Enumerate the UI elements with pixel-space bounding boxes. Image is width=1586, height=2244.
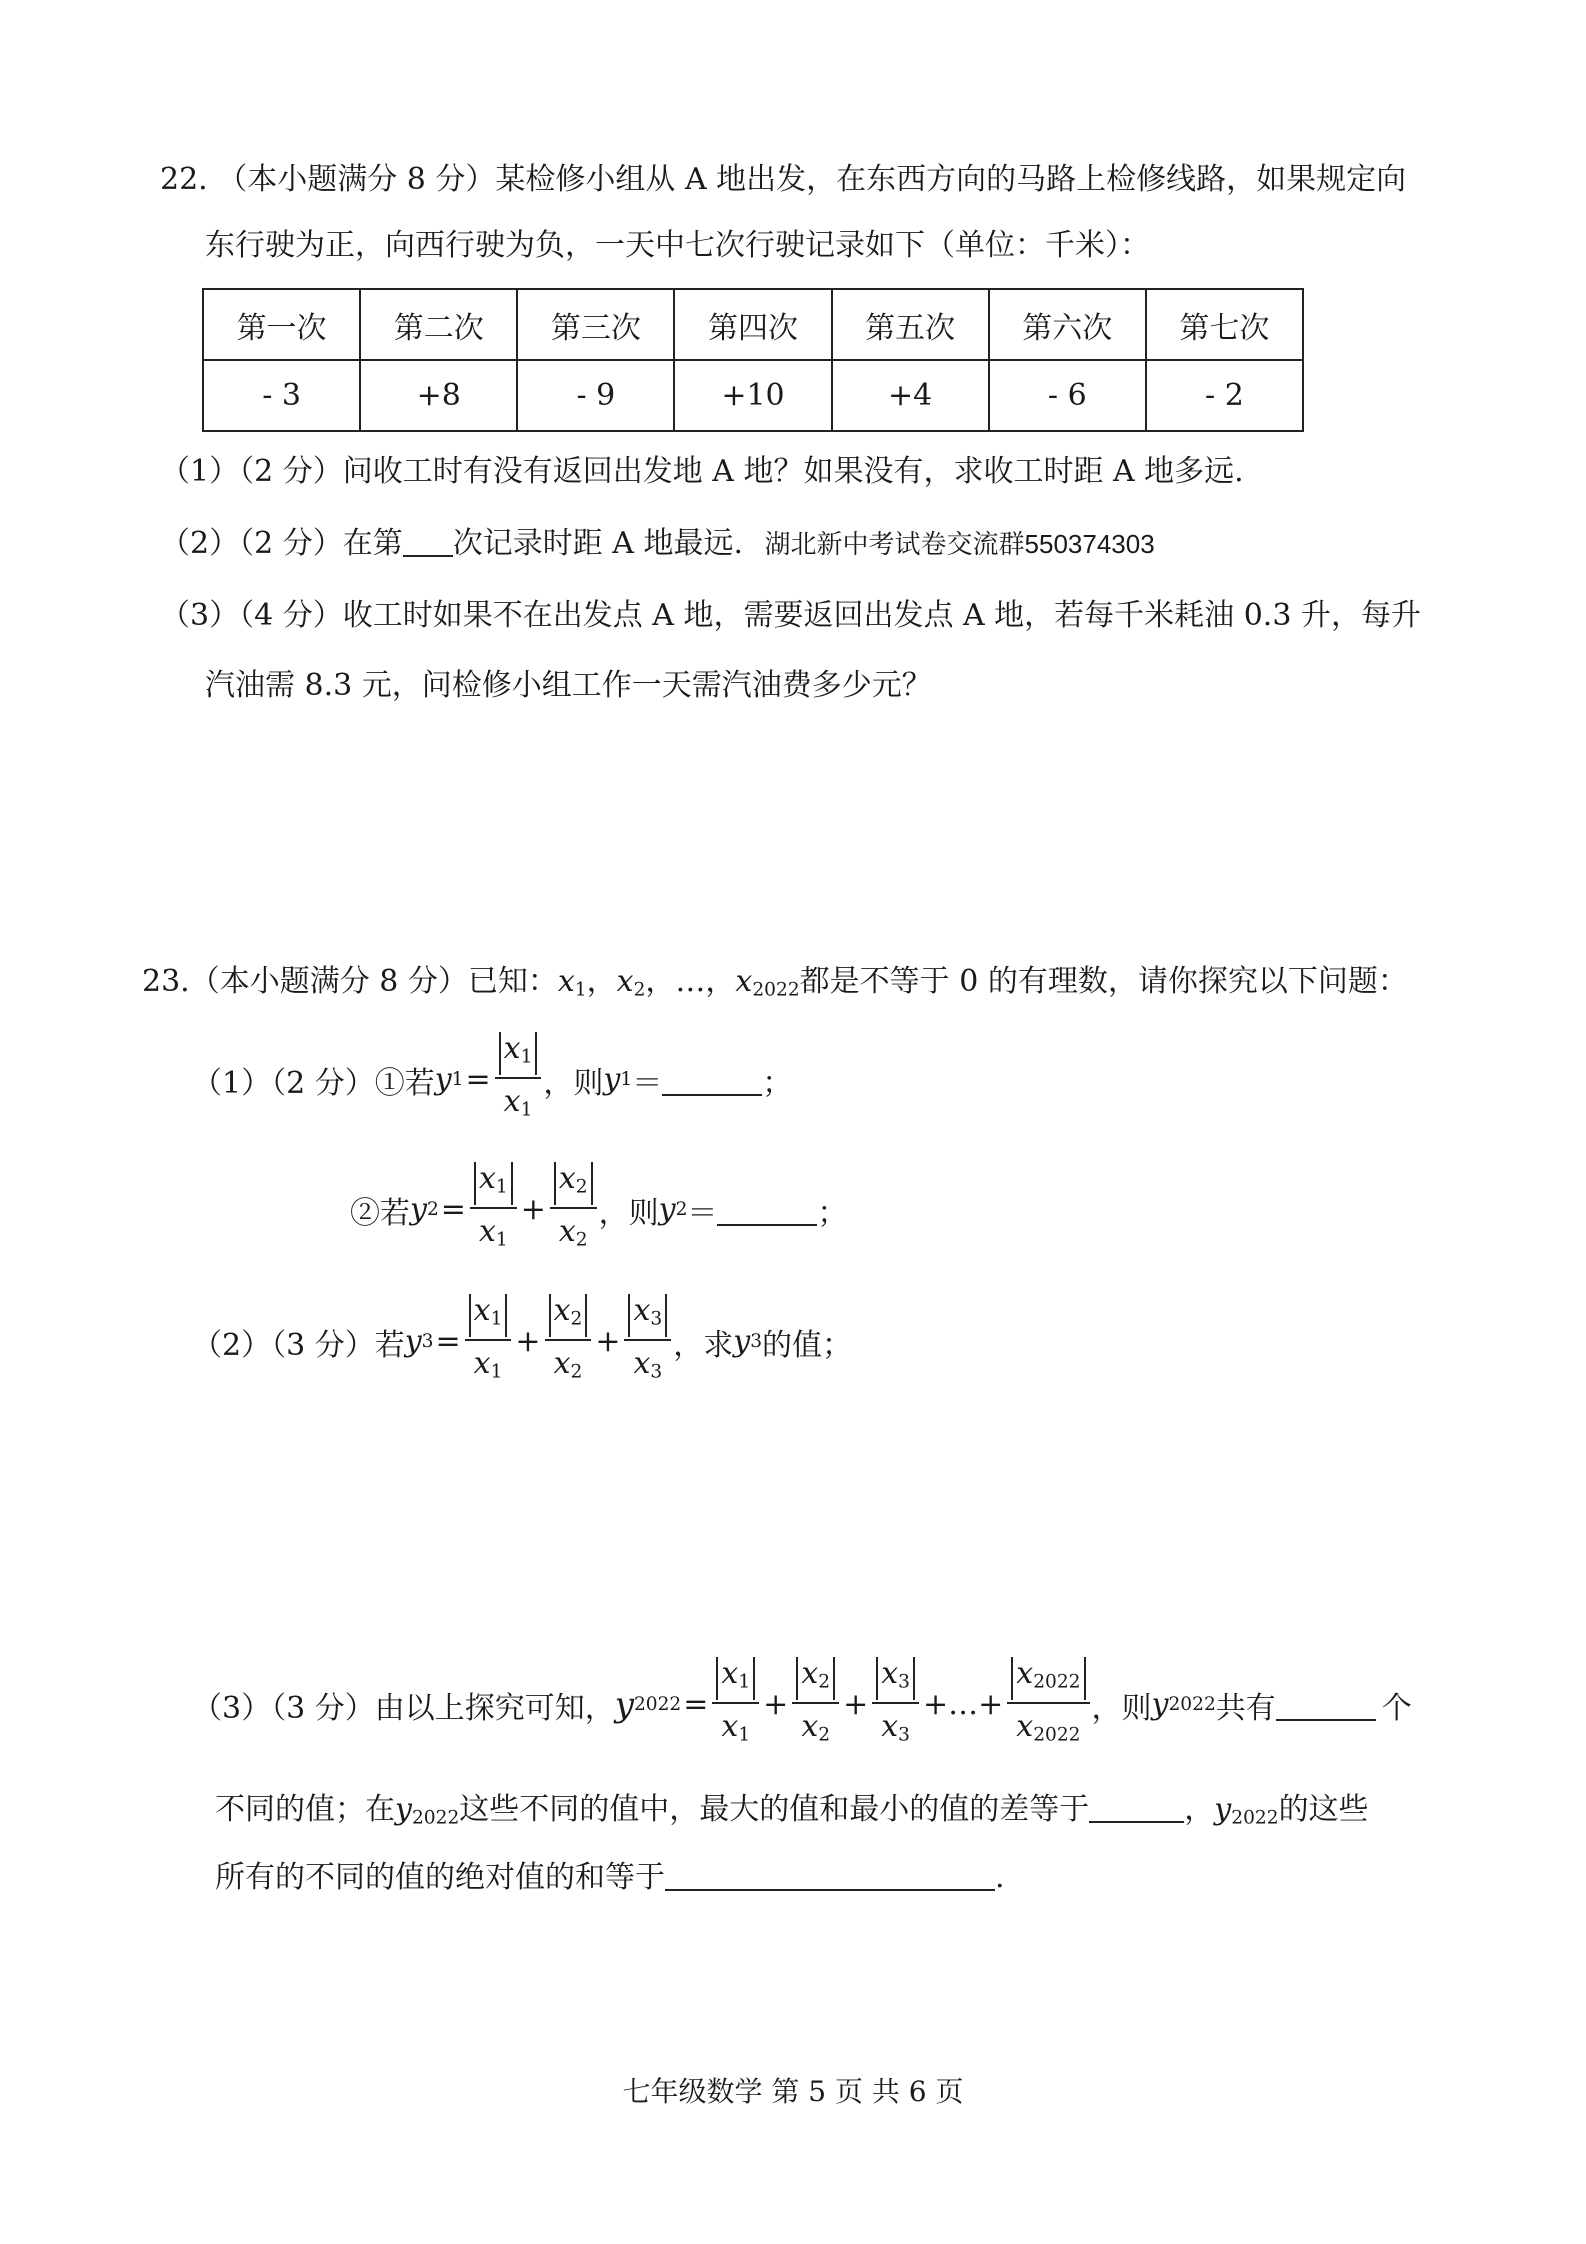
equals-sign: ＝ bbox=[687, 1195, 718, 1231]
fraction: $\frac{x_3}{x_3}$ bbox=[872, 1655, 919, 1754]
q23-part3-l2-mid: 这些不同的值中，最大的值和最小的值的差等于 bbox=[459, 1792, 1090, 1827]
table-header-row bbox=[203, 289, 1303, 360]
q23-intro-suffix: 都是不等于 0 的有理数，请你探究以下问题： bbox=[799, 964, 1408, 999]
table-cell: - 9 bbox=[517, 360, 674, 431]
answer-blank[interactable] bbox=[403, 525, 453, 557]
driving-record-table bbox=[202, 288, 1304, 432]
group-note: 湖北新中考试卷交流群550374303 bbox=[764, 529, 1155, 559]
q23-part2-end: 的值； bbox=[762, 1327, 853, 1363]
table-header-cell: 第二次 bbox=[360, 289, 517, 360]
q23-have: 共有 bbox=[1215, 1690, 1276, 1726]
q23-part1-label: （1）（2 分）①若 bbox=[192, 1065, 435, 1101]
table-header-cell: 第六次 bbox=[989, 289, 1146, 360]
q23-unit: 个 bbox=[1381, 1690, 1412, 1726]
q23-part3-l2-prefix: 不同的值；在 bbox=[215, 1792, 395, 1827]
table-row bbox=[203, 360, 1303, 431]
table-header-cell: 第五次 bbox=[832, 289, 989, 360]
answer-blank[interactable] bbox=[665, 1859, 995, 1891]
q23-then: ，则 bbox=[1091, 1690, 1152, 1726]
q23-part1b-label: ②若 bbox=[350, 1195, 410, 1231]
q23-intro-prefix: 23.（本小题满分 8 分）已知： bbox=[142, 964, 558, 999]
table-header-cell: 第七次 bbox=[1146, 289, 1303, 360]
q23-part1-formula1: （1）（2 分）①若 y 1 = $\frac{x_1}{x_1}$ ，则 y 1 ＝ ； bbox=[192, 1030, 792, 1129]
fraction: $\frac{x_2}{x_2}$ bbox=[550, 1160, 597, 1259]
page-footer: 七年级数学 第 5 页 共 6 页 bbox=[622, 2075, 964, 2108]
q23-part2-formula: （2）（3 分）若 y 3 = $\frac{x_1}{x_1}$ + $\frac{x_2}{x_2}$ + $\frac{x_3}{x_3}$ ，求 y 3 的值； bbox=[192, 1292, 852, 1391]
fraction: $\frac{x_1}{x_1}$ bbox=[712, 1655, 759, 1754]
q23-part3-formula: （3）（3 分）由以上探究可知， y 2022 = $\frac{x_1}{x_1}$ + $\frac{x_2}{x_2}$ + $\frac{x_3}{x_3}$ +…+ $\frac{x_{2022}}{x_{2022}}$ ，则 y 2022 共有 个 bbox=[192, 1655, 1412, 1754]
q23-part3-l2-suffix: 的这些 bbox=[1278, 1792, 1369, 1827]
q23-then: ，求 bbox=[673, 1327, 734, 1363]
comma: ， bbox=[1184, 1792, 1215, 1827]
q22-part1: （1）（2 分）问收工时有没有返回出发地 A 地？如果没有，求收工时距 A 地多远. bbox=[160, 454, 1244, 489]
q22-part2-prefix: （2）（2 分）在第 bbox=[160, 526, 403, 561]
q22-part3-line1: （3）（4 分）收工时如果不在出发点 A 地，需要返回出发点 A 地，若每千米耗油 0.3 升，每升 bbox=[160, 598, 1421, 633]
q23-part3-line3 bbox=[215, 1858, 1005, 1898]
table-cell: - 6 bbox=[989, 360, 1146, 431]
fraction: $\frac{x_1}{x_1}$ bbox=[495, 1030, 542, 1129]
answer-blank[interactable] bbox=[662, 1064, 762, 1096]
fraction: $\frac{x_2}{x_2}$ bbox=[545, 1292, 592, 1391]
q23-then: ，则 bbox=[543, 1065, 604, 1101]
q23-then: ，则 bbox=[598, 1195, 659, 1231]
q23-part2-label: （2）（3 分）若 bbox=[192, 1327, 405, 1363]
table-header-cell: 第三次 bbox=[517, 289, 674, 360]
q23-part3-line2: 不同的值；在$y_{2022}$这些不同的值中，最大的值和最小的值的差等于 ，$y_{2022}$的这些 bbox=[215, 1792, 1369, 1829]
fraction: $\frac{x_1}{x_1}$ bbox=[470, 1160, 517, 1259]
q23-part1-formula2: ②若 y 2 = $\frac{x_1}{x_1}$ + $\frac{x_2}{x_2}$ ，则 y 2 ＝ ； bbox=[350, 1160, 847, 1259]
fraction: $\frac{x_1}{x_1}$ bbox=[465, 1292, 512, 1391]
answer-blank[interactable] bbox=[1089, 1791, 1184, 1823]
table-cell: +10 bbox=[674, 360, 831, 431]
table-cell: - 3 bbox=[203, 360, 360, 431]
q22-part3-line2: 汽油需 8.3 元，问检修小组工作一天需汽油费多少元？ bbox=[205, 668, 932, 703]
fraction: $\frac{x_2}{x_2}$ bbox=[792, 1655, 839, 1754]
semicolon: ； bbox=[817, 1195, 848, 1231]
q23-intro: 23.（本小题满分 8 分）已知：$x_1$，$x_2$，…，$x_{2022}$都是不等于 0 的有理数，请你探究以下问题： bbox=[142, 964, 1408, 1001]
table-cell: - 2 bbox=[1146, 360, 1303, 431]
table-cell: +8 bbox=[360, 360, 517, 431]
q22-part2-suffix: 次记录时距 A 地最远. bbox=[452, 526, 743, 561]
q22-part2 bbox=[160, 524, 1155, 564]
table-cell: +4 bbox=[832, 360, 989, 431]
fraction: $\frac{x_{2022}}{x_{2022}}$ bbox=[1007, 1655, 1089, 1754]
table-header-cell: 第四次 bbox=[674, 289, 831, 360]
q22-line1: 22. （本小题满分 8 分）某检修小组从 A 地出发，在东西方向的马路上检修线路，如果规定向 bbox=[160, 162, 1407, 197]
table-header-cell: 第一次 bbox=[203, 289, 360, 360]
q22-line2: 东行驶为正，向西行驶为负，一天中七次行驶记录如下（单位：千米）： bbox=[205, 228, 1150, 263]
equals-sign: ＝ bbox=[632, 1065, 663, 1101]
fraction: $\frac{x_3}{x_3}$ bbox=[624, 1292, 671, 1391]
answer-blank[interactable] bbox=[1276, 1689, 1376, 1721]
period: . bbox=[995, 1860, 1005, 1895]
q23-part3-l3-prefix: 所有的不同的值的绝对值的和等于 bbox=[215, 1860, 665, 1895]
semicolon: ； bbox=[762, 1065, 793, 1101]
answer-blank[interactable] bbox=[717, 1194, 817, 1226]
q23-part3-label: （3）（3 分）由以上探究可知， bbox=[192, 1690, 615, 1726]
